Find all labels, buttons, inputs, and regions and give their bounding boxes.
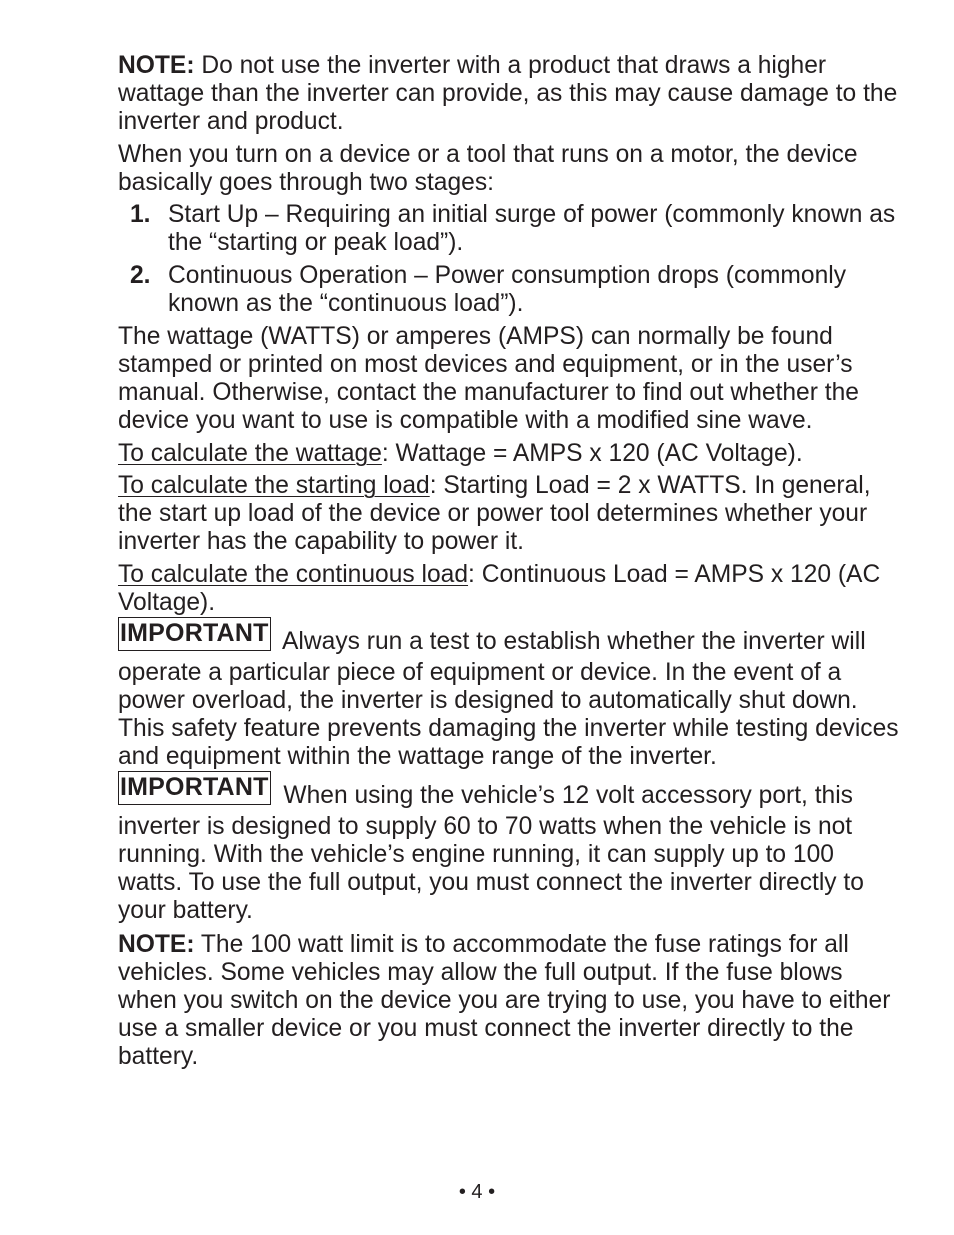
list-item-number: 1. xyxy=(130,201,151,228)
important-badge: IMPORTANT xyxy=(118,771,271,805)
important-text: Always run a test to establish whether the inverter will operate a particular piece of equipment or device. In the event of a power overload, the inverter is designed to automatically shut down. This safety feature prevents damaging the inverter while testing devices and equipment within the wattage range of the inverter. xyxy=(118,627,899,770)
list-item-text: Continuous Operation – Power consumption drops (commonly known as the “continuous load”). xyxy=(168,262,847,317)
calc-continuous-paragraph xyxy=(118,561,900,617)
stages-list xyxy=(118,201,900,318)
wattage-paragraph: The wattage (WATTS) or amperes (AMPS) can normally be found stamped or printed on most devices and equipment, or in the user’s manual. Otherwise, contact the manufacturer to find out whether the device you want to use is compatible with a modified sine wave. xyxy=(118,323,859,434)
important-paragraph-accessory-port xyxy=(118,772,900,925)
page-number: • 4 • xyxy=(458,1181,496,1203)
calc-continuous-label: To calculate the continuous load xyxy=(118,560,469,588)
important-text: When using the vehicle’s 12 volt accessory port, this inverter is designed to supply 60 to 70 watts when the vehicle is not running. With the vehicle’s engine running, it can supply up to 100 watts. To use the full output, you must connect the inverter directly to your battery. xyxy=(118,781,864,924)
note-paragraph-fuse xyxy=(118,931,900,1071)
calc-wattage-text: : Wattage = AMPS x 120 (AC Voltage). xyxy=(381,439,803,467)
manual-page-body xyxy=(118,52,900,1075)
calc-starting-label: To calculate the starting load xyxy=(118,472,430,499)
calc-continuous-text: : Continuous Load = AMPS x 120 (AC Voltage). xyxy=(118,560,881,616)
important-paragraph-test xyxy=(118,618,900,771)
list-item xyxy=(118,262,900,318)
note-text: Do not use the inverter with a product that draws a higher wattage than the inverter can provide, as this may cause damage to the inverter and product. xyxy=(118,52,898,135)
note-text: The 100 watt limit is to accommodate the fuse ratings for all vehicles. Some vehicles may allow the full output. If the fuse blows when you switch on the device you are trying to use, you have to either use a smaller device or you must connect the inverter directly to the battery. xyxy=(118,930,891,1070)
note-paragraph-overload xyxy=(118,52,900,136)
calc-starting-text: : Starting Load = 2 x WATTS. In general, the start up load of the device or power tool determines whether your inverter has the capability to power it. xyxy=(118,472,871,555)
list-item-text: Start Up – Requiring an initial surge of power (commonly known as the “starting or peak load”). xyxy=(168,201,896,256)
calc-wattage-label: To calculate the wattage xyxy=(118,439,382,467)
list-item xyxy=(118,201,900,257)
list-item-number: 2. xyxy=(130,262,151,289)
calc-starting-paragraph xyxy=(118,472,900,556)
note-label: NOTE: xyxy=(118,52,195,79)
important-badge: IMPORTANT xyxy=(118,617,271,651)
note-label: NOTE: xyxy=(118,930,195,958)
calc-wattage-paragraph xyxy=(118,440,900,468)
intro-paragraph: When you turn on a device or a tool that runs on a motor, the device basically goes through two stages: xyxy=(118,140,858,196)
